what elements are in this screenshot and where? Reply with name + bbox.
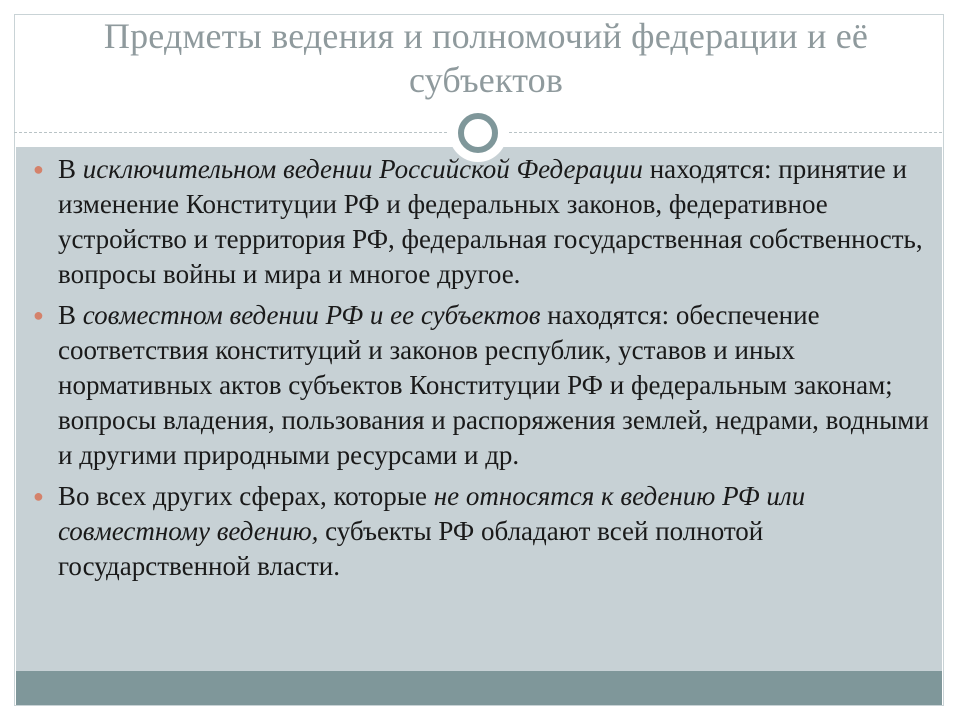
bullet-text-pre: Во всех других сферах, которые bbox=[58, 481, 434, 511]
bullet-dot-icon: ● bbox=[33, 305, 44, 325]
bullet-text-pre: В bbox=[58, 154, 83, 184]
bullet-text-post: субъекты РФ обладают всей полнотой государственной власти. bbox=[58, 516, 764, 581]
bullet-list bbox=[30, 152, 930, 590]
slide-title: Предметы ведения и полномочий федерации и её субъектов bbox=[103, 16, 869, 100]
bullet-text-post: находятся: обеспечение соответствия конституций и законов республик, уставов и иных нормативных актов субъектов Конституции РФ и федеральным законам; вопросы владения, пользования и распоряжения землей, недрами, водными и другими природными ресурсами и др. bbox=[58, 300, 929, 470]
bullet-dot-icon: ● bbox=[33, 486, 44, 506]
bullet-text-pre: В bbox=[58, 300, 83, 330]
bullet-text-emphasis: совместном ведении РФ и ее субъектов bbox=[82, 300, 541, 330]
bullet-text-post: находятся: принятие и изменение Конституции РФ и федеральных законов, федеративное устройство и территория РФ, федеральная государственная собственность, вопросы войны и мира и многое другое. bbox=[58, 154, 923, 289]
bullet-item-joint bbox=[30, 298, 930, 473]
bullet-item-exclusive bbox=[30, 152, 930, 292]
bullet-dot-icon: ● bbox=[33, 159, 44, 179]
bullet-text-emphasis: исключительном ведении Российской Федерации bbox=[82, 154, 643, 184]
footer-bar bbox=[16, 671, 942, 705]
bullet-text-emphasis: не относятся к ведению РФ или совместному ведению, bbox=[58, 481, 806, 546]
bullet-item-other bbox=[30, 479, 930, 584]
